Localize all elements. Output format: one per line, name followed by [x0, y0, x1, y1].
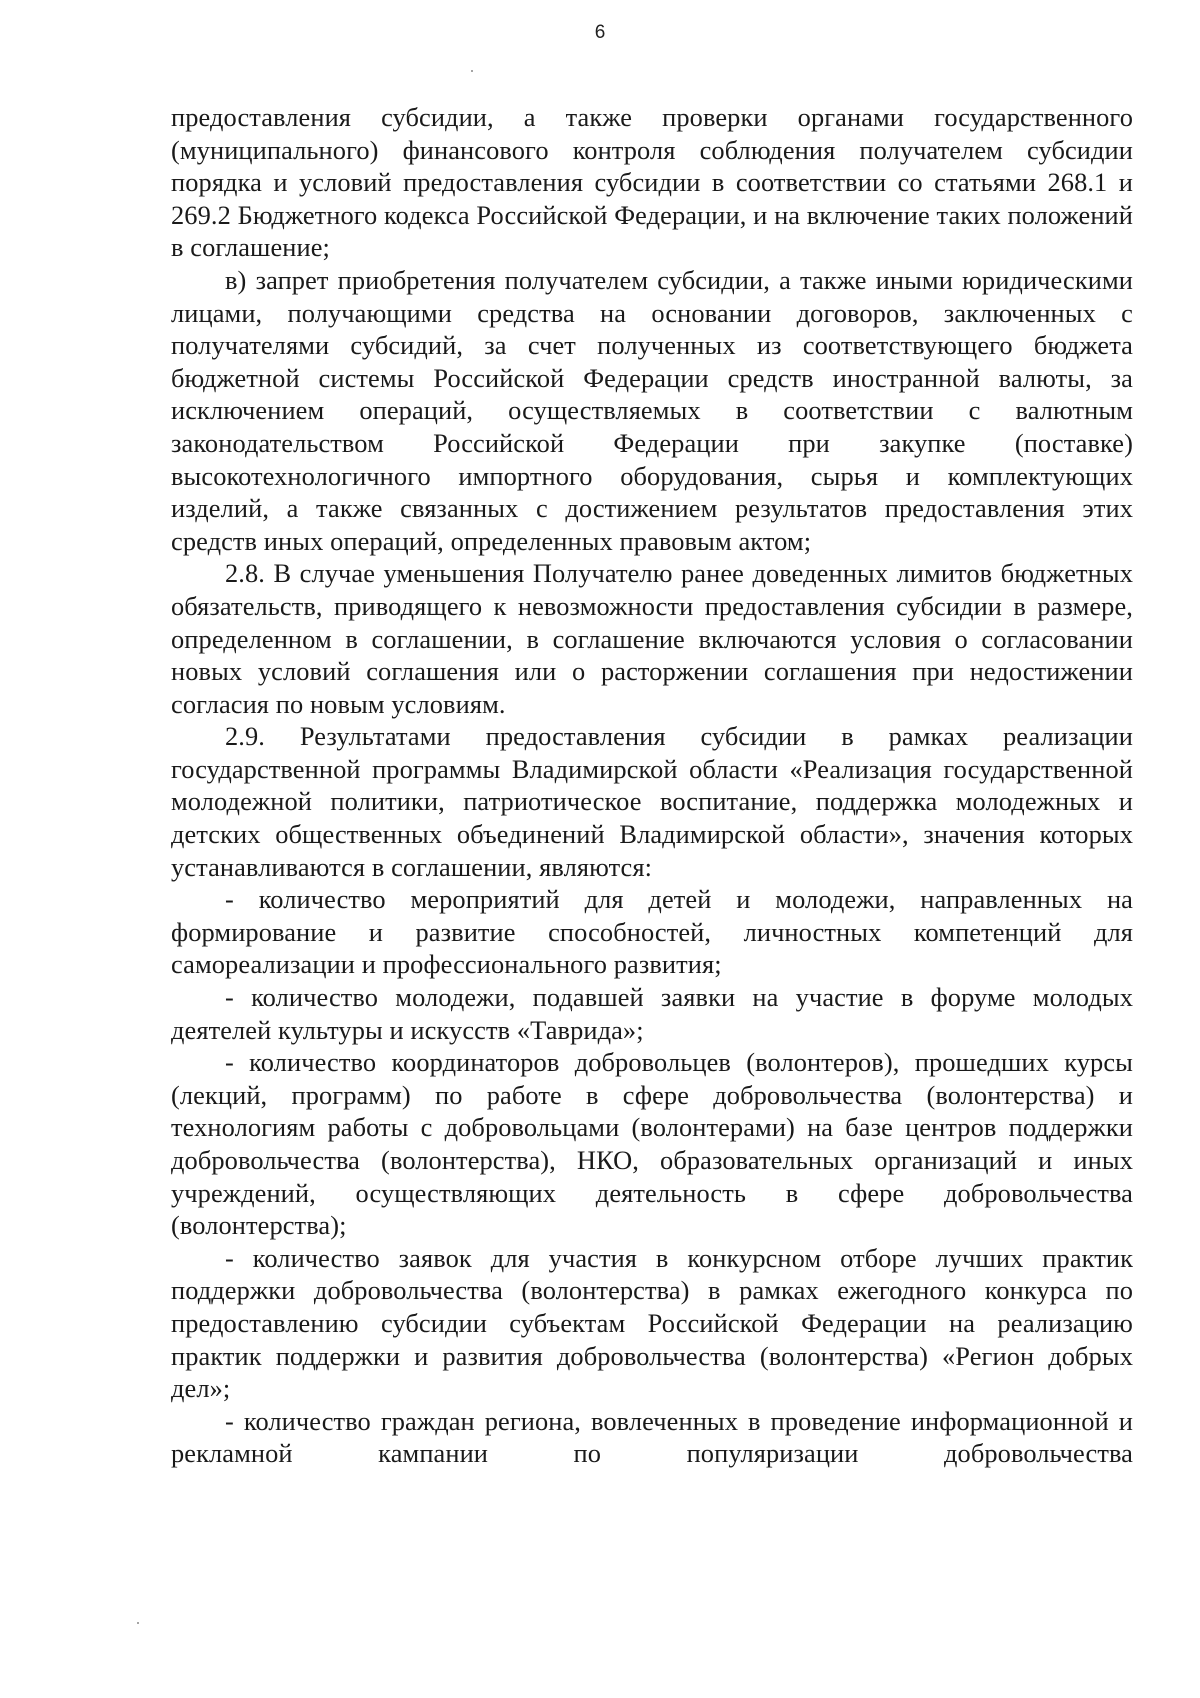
page-number: 6: [594, 22, 606, 43]
scan-speck: [471, 70, 473, 72]
scan-speck: [137, 1622, 139, 1624]
list-item-tavrida: - количество молодежи, подавшей заявки на участие в форуме молодых деятелей культуры и искусств «Таврида»;: [171, 982, 1133, 1045]
document-body: [171, 101, 1133, 1470]
list-item-citizens: - количество граждан региона, вовлеченных в проведение информационной и рекламной кампании по популяризации добровольчества: [171, 1405, 1133, 1469]
paragraph-item-v: в) запрет приобретения получателем субсидии, а также иными юридическими лицами, получающими средства на основании договоров, заключенных с получателями субсидий, за счет полученных из соответствующего бюджета бюджетной системы Российской Федерации средств иностранной валюты, за исключением операций, осуществляемых в соответствии с валютным законодательством Российской Федерации при закупке (поставке) высокотехнологичного импортного оборудования, сырья и комплектующих изделий, а также связанных с достижением результатов предоставления этих средств иных операций, определенных правовым актом;: [171, 264, 1133, 556]
list-item-events: - количество мероприятий для детей и молодежи, направленных на формирование и развитие способностей, личностных компетенций для самореализации и профессионального развития;: [171, 884, 1133, 980]
paragraph-2-8: 2.8. В случае уменьшения Получателю ранее доведенных лимитов бюджетных обязательств, приводящего к невозможности предоставления субсидии в размере, определенном в соглашении, в соглашение включаются условия о согласовании новых условий соглашения или о расторжении соглашения при недостижении согласия по новым условиям.: [171, 558, 1133, 719]
paragraph-2-9: 2.9. Результатами предоставления субсидии в рамках реализации государственной программы Владимирской области «Реализация государственной молодежной политики, патриотическое воспитание, поддержка молодежных и детских общественных объединений Владимирской области», значения которых устанавливаются в соглашении, являются:: [171, 721, 1133, 882]
list-item-coordinators: - количество координаторов добровольцев (волонтеров), прошедших курсы (лекций, программ) по работе в сфере добровольчества (волонтерства) и технологиям работы с добровольцами (волонтерами) на базе центров поддержки добровольчества (волонтерства), НКО, образовательных организаций и иных учреждений, осуществляющих деятельность в сфере добровольчества (волонтерства);: [171, 1047, 1133, 1241]
paragraph-continuation: предоставления субсидии, а также проверки органами государственного (муниципального) финансового контроля соблюдения получателем субсидии порядка и условий предоставления субсидии в соответствии со статьями 268.1 и 269.2 Бюджетного кодекса Российской Федерации, и на включение таких положений в соглашение;: [171, 102, 1133, 263]
list-item-applications: - количество заявок для участия в конкурсном отборе лучших практик поддержки добровольчества (волонтерства) в рамках ежегодного конкурса по предоставлению субсидии субъектам Российской Федерации на реализацию практик поддержки и развития добровольчества (волонтерства) «Регион добрых дел»;: [171, 1242, 1133, 1404]
